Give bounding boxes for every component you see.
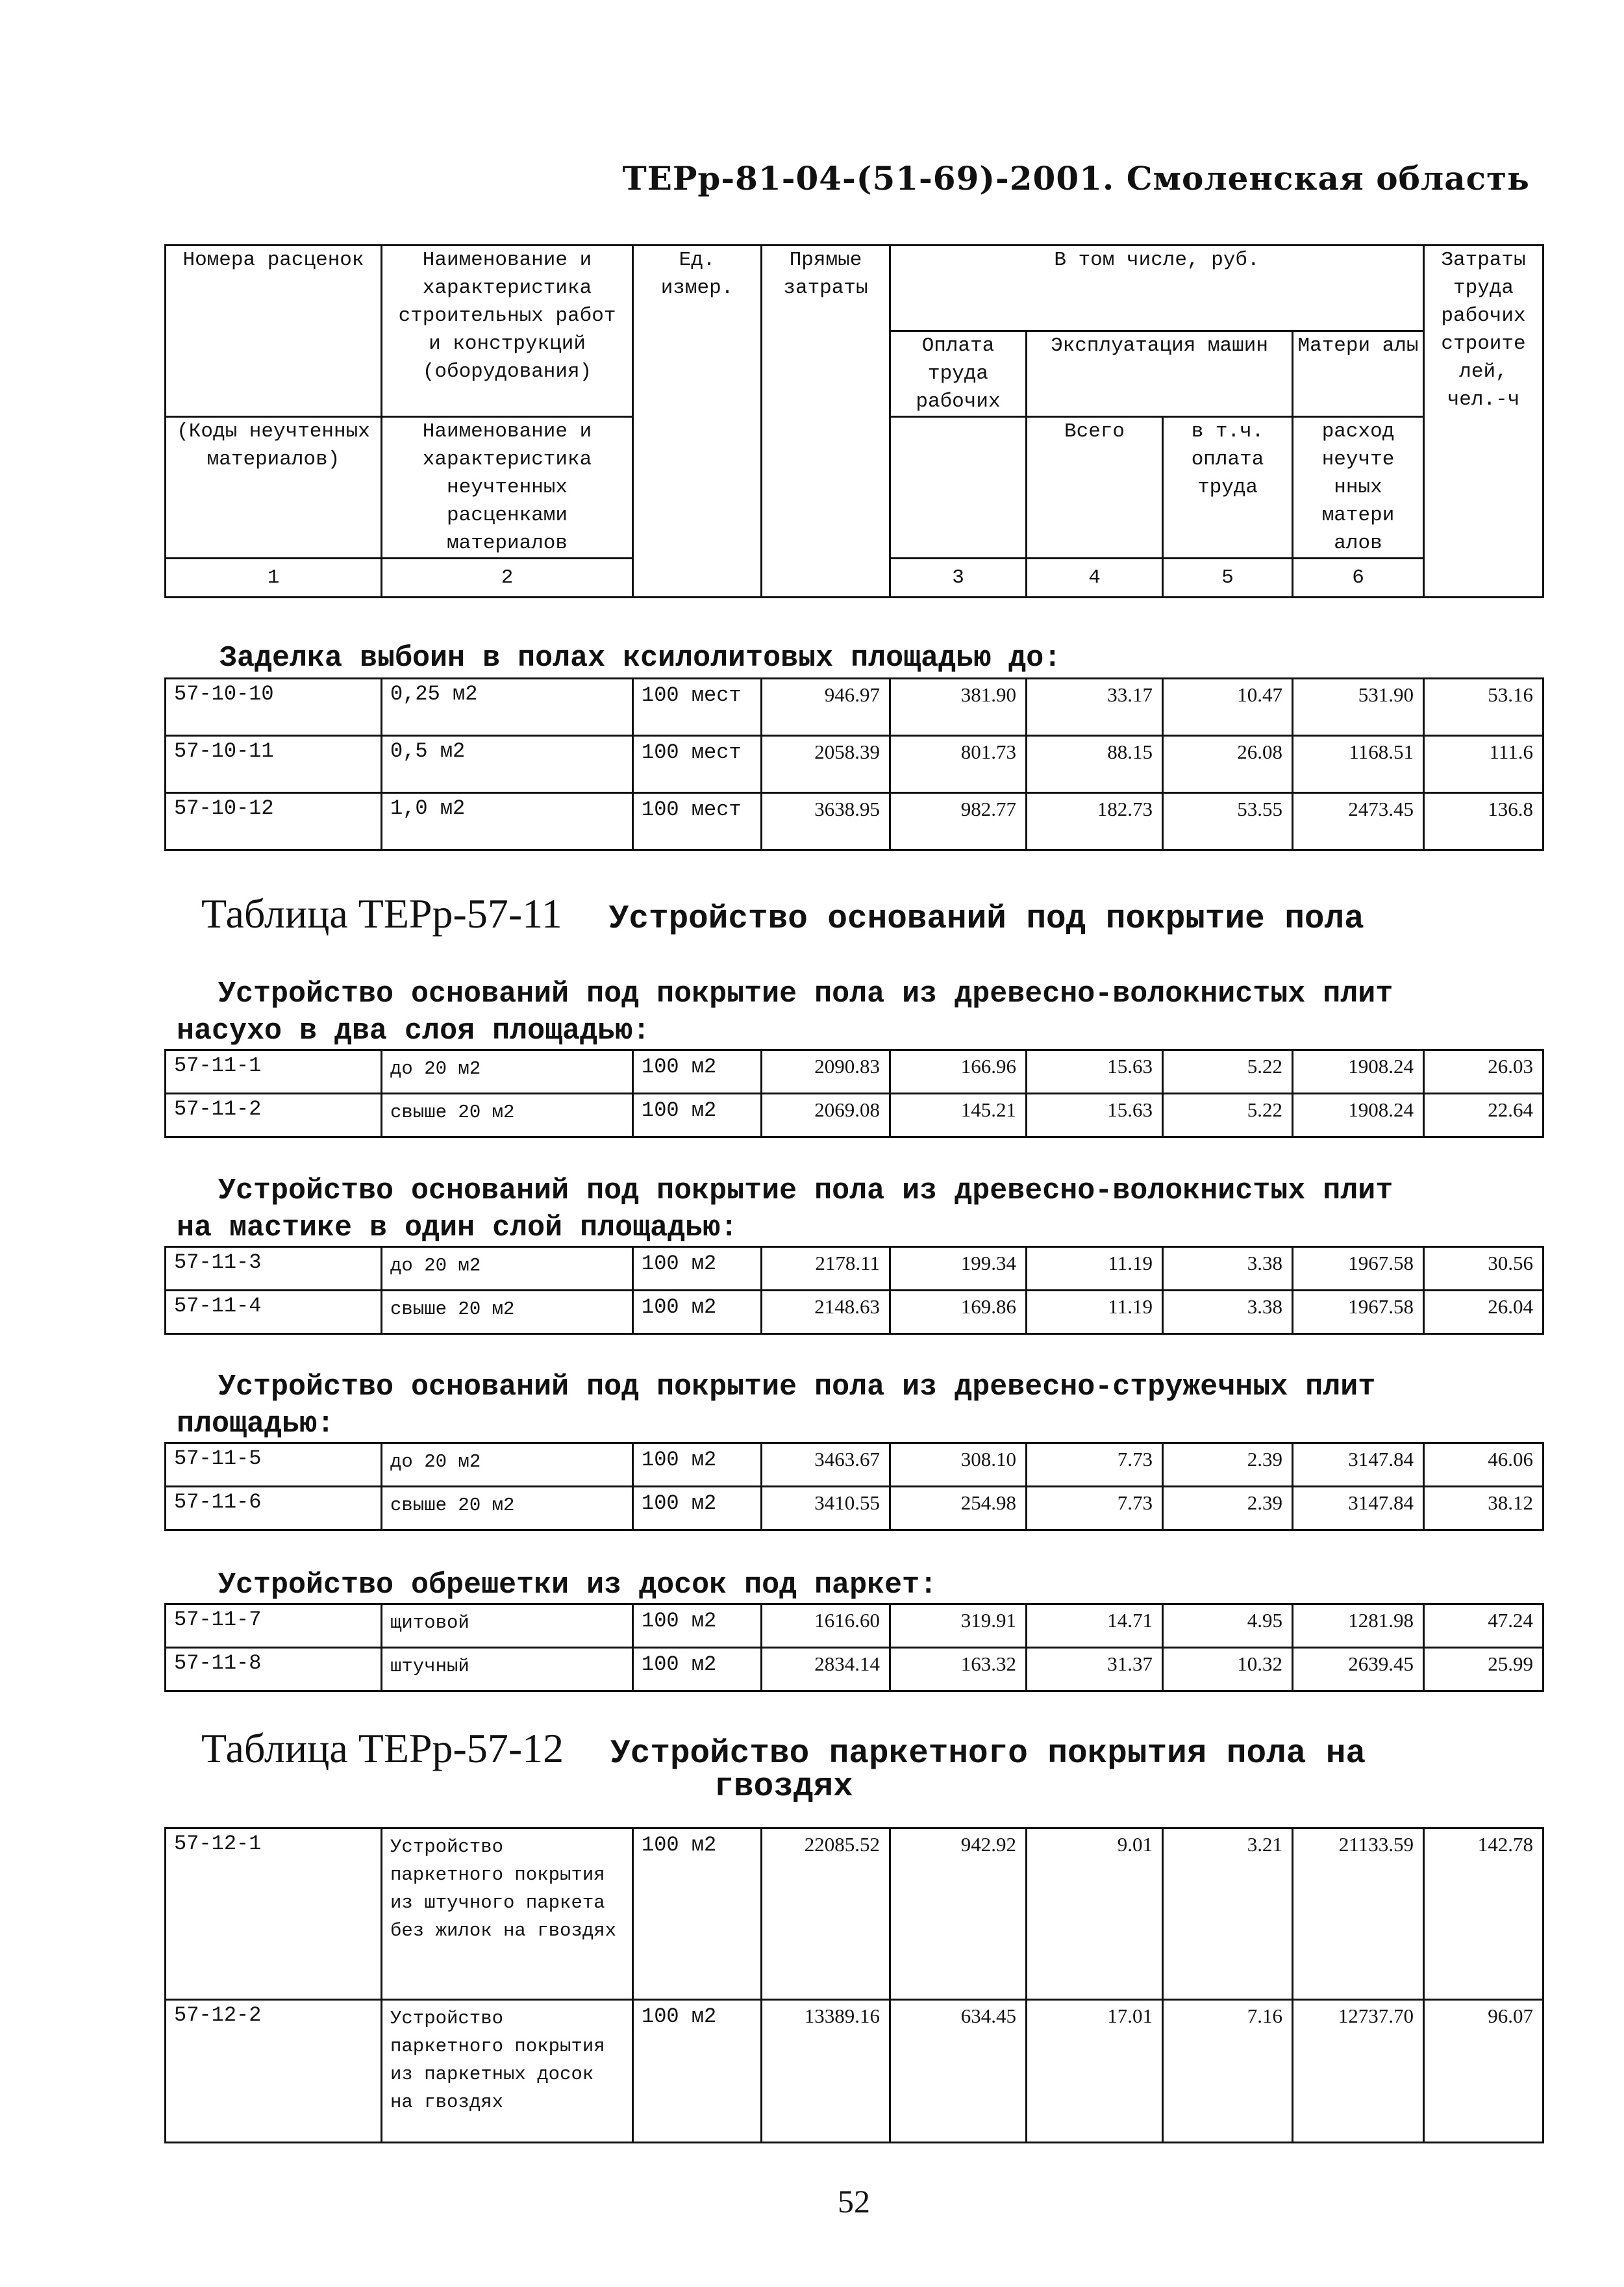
labor-pay: 169.86 [890,1291,1027,1334]
materials: 21133.59 [1293,1828,1424,2000]
table-number: Таблица ТЕРр-57-12 [201,1725,564,1771]
machines-pay: 2.39 [1163,1443,1293,1487]
table-row [166,1487,1543,1530]
labor-hours: 38.12 [1424,1487,1543,1530]
labor-hours: 26.04 [1424,1291,1543,1334]
direct-costs: 22085.52 [762,1828,890,2000]
direct-costs: 2058.39 [762,736,890,793]
labor-hours: 22.64 [1424,1094,1543,1137]
header-unit: Ед. измер. [633,246,762,598]
rate-code: 57-11-3 [166,1247,382,1291]
labor-pay: 145.21 [890,1094,1027,1137]
work-name: Устройство паркетного покрытия из паркетных досок на гвоздях [382,2000,633,2143]
header-materials-sub: расход неучте нных матери алов [1293,417,1424,559]
unit: 100 мест [633,736,762,793]
rates-table [164,677,1544,851]
table-row [166,1291,1543,1334]
work-name: свыше 20 м2 [382,1291,633,1334]
direct-costs: 2090.83 [762,1050,890,1094]
header-name-sub: Наименование и характеристика неучтенных расценками материалов [382,417,633,559]
unit: 100 м2 [633,2000,762,2143]
machines-pay: 10.47 [1163,679,1293,736]
machines-pay: 10.32 [1163,1648,1293,1691]
header-name: Наименование и характеристика строительных работ и конструкций (оборудования) [382,246,633,417]
unit: 100 м2 [633,1443,762,1487]
rate-code: 57-11-8 [166,1648,382,1691]
machines-total: 7.73 [1027,1487,1163,1530]
table-title: Устройство оснований под покрытие пола [608,901,1364,938]
table-row [166,1604,1543,1648]
labor-hours: 25.99 [1424,1648,1543,1691]
table-row [166,679,1543,736]
labor-pay: 381.90 [890,679,1027,736]
table-heading [201,890,1364,938]
labor-hours: 53.16 [1424,679,1543,736]
machines-total: 11.19 [1027,1247,1163,1291]
labor-hours: 142.78 [1424,1828,1543,2000]
rate-code: 57-11-4 [166,1291,382,1334]
unit: 100 м2 [633,1050,762,1094]
machines-total: 15.63 [1027,1094,1163,1137]
labor-pay: 308.10 [890,1443,1027,1487]
labor-hours: 30.56 [1424,1247,1543,1291]
materials: 1967.58 [1293,1291,1424,1334]
rate-code: 57-10-11 [166,736,382,793]
rate-code: 57-11-5 [166,1443,382,1487]
table-row [166,1648,1543,1691]
materials: 3147.84 [1293,1443,1424,1487]
work-name: 1,0 м2 [382,793,633,850]
labor-pay: 254.98 [890,1487,1027,1530]
unit: 100 м2 [633,1487,762,1530]
machines-total: 31.37 [1027,1648,1163,1691]
subsection-title: Устройство оснований под покрытие пола из древесно-волокнистых плит на мастике в один слой площадью: [177,1174,1393,1245]
rate-code: 57-10-10 [166,679,382,736]
direct-costs: 2148.63 [762,1291,890,1334]
machines-total: 17.01 [1027,2000,1163,2143]
machines-total: 7.73 [1027,1443,1163,1487]
direct-costs: 946.97 [762,679,890,736]
work-name: свыше 20 м2 [382,1094,633,1137]
unit: 100 м2 [633,1648,762,1691]
work-name: 0,25 м2 [382,679,633,736]
direct-costs: 13389.16 [762,2000,890,2143]
materials: 1908.24 [1293,1050,1424,1094]
labor-pay: 801.73 [890,736,1027,793]
header-machines-pay: в т.ч. оплата труда [1163,417,1293,559]
work-name: до 20 м2 [382,1247,633,1291]
direct-costs: 2069.08 [762,1094,890,1137]
rate-code: 57-11-7 [166,1604,382,1648]
machines-total: 14.71 [1027,1604,1163,1648]
work-name: штучный [382,1648,633,1691]
header-col-number: 6 [1293,559,1424,598]
header-labor-pay: Оплата труда рабочих [890,331,1027,417]
labor-pay: 982.77 [890,793,1027,850]
rate-code: 57-11-1 [166,1050,382,1094]
header-codes: Номера расценок [166,246,382,417]
materials: 1168.51 [1293,736,1424,793]
rates-table [164,1246,1544,1335]
rate-code: 57-11-2 [166,1094,382,1137]
materials: 12737.70 [1293,2000,1424,2143]
machines-total: 9.01 [1027,1828,1163,2000]
labor-pay: 942.92 [890,1828,1027,2000]
unit: 100 м2 [633,1247,762,1291]
section-title: Заделка выбоин в полах ксилолитовых площадью до: [219,642,1062,675]
materials: 531.90 [1293,679,1424,736]
labor-hours: 136.8 [1424,793,1543,850]
machines-pay: 3.21 [1163,1828,1293,2000]
direct-costs: 3410.55 [762,1487,890,1530]
materials: 1908.24 [1293,1094,1424,1137]
unit: 100 м2 [633,1094,762,1137]
unit: 100 м2 [633,1828,762,2000]
labor-pay: 199.34 [890,1247,1027,1291]
table-number: Таблица ТЕРр-57-11 [201,891,562,937]
labor-pay: 634.45 [890,2000,1027,2143]
work-name: до 20 м2 [382,1443,633,1487]
machines-pay: 3.38 [1163,1247,1293,1291]
labor-hours: 26.03 [1424,1050,1543,1094]
materials: 2639.45 [1293,1648,1424,1691]
page-number: 52 [838,2183,870,2219]
rates-table [164,1603,1544,1692]
materials: 1967.58 [1293,1247,1424,1291]
direct-costs: 3463.67 [762,1443,890,1487]
table-title-continuation: гвоздях [714,1769,853,1806]
header-col-number: 5 [1163,559,1293,598]
header-col-number: 4 [1027,559,1163,598]
machines-pay: 2.39 [1163,1487,1293,1530]
direct-costs: 3638.95 [762,793,890,850]
unit: 100 мест [633,793,762,850]
machines-pay: 5.22 [1163,1094,1293,1137]
subsection-title: Устройство обрешетки из досок под паркет: [218,1569,938,1602]
materials: 1281.98 [1293,1604,1424,1648]
labor-pay: 163.32 [890,1648,1027,1691]
rate-code: 57-11-6 [166,1487,382,1530]
materials: 3147.84 [1293,1487,1424,1530]
page-header: ТЕРр-81-04-(51-69)-2001. Смоленская область [622,159,1530,197]
machines-pay: 26.08 [1163,736,1293,793]
header-labor: Затраты труда рабочих строите лей, чел.-ч [1424,246,1543,598]
unit: 100 м2 [633,1604,762,1648]
machines-pay: 4.95 [1163,1604,1293,1648]
machines-total: 182.73 [1027,793,1163,850]
table-row [166,1094,1543,1137]
direct-costs: 2178.11 [762,1247,890,1291]
header-machines-total: Всего [1027,417,1163,559]
machines-total: 88.15 [1027,736,1163,793]
unit: 100 м2 [633,1291,762,1334]
header-machines: Эксплуатация машин [1027,331,1293,417]
unit: 100 мест [633,679,762,736]
subsection-title: Устройство оснований под покрытие пола из древесно-волокнистых плит насухо в два слоя площадью: [177,978,1393,1048]
table-row [166,793,1543,850]
column-header-table [164,244,1544,598]
work-name: свыше 20 м2 [382,1487,633,1530]
materials: 2473.45 [1293,793,1424,850]
header-codes-sub: (Коды неучтенных материалов) [166,417,382,559]
header-direct: Прямые затраты [762,246,890,598]
header-materials: Матери алы [1293,331,1424,417]
machines-total: 15.63 [1027,1050,1163,1094]
header-col-number: 2 [382,559,633,598]
work-name: до 20 м2 [382,1050,633,1094]
machines-pay: 7.16 [1163,2000,1293,2143]
labor-hours: 47.24 [1424,1604,1543,1648]
work-name: щитовой [382,1604,633,1648]
rate-code: 57-10-12 [166,793,382,850]
work-name: 0,5 м2 [382,736,633,793]
table-row [166,1828,1543,2000]
subsection-title: Устройство оснований под покрытие пола из древесно-стружечных плит площадью: [177,1371,1376,1441]
labor-hours: 96.07 [1424,2000,1543,2143]
machines-total: 33.17 [1027,679,1163,736]
rate-code: 57-12-1 [166,1828,382,2000]
rates-table [164,1442,1544,1531]
rates-table [164,1827,1544,2143]
table-row [166,2000,1543,2143]
table-row [166,736,1543,793]
table-heading [201,1725,1366,1806]
table-row [166,1050,1543,1094]
labor-pay: 166.96 [890,1050,1027,1094]
header-col-number: 3 [890,559,1027,598]
header-col-number: 1 [166,559,382,598]
work-name: Устройство паркетного покрытия из штучного паркета без жилок на гвоздях [382,1828,633,2000]
header-incl: В том числе, руб. [890,246,1424,331]
machines-total: 11.19 [1027,1291,1163,1334]
labor-pay: 319.91 [890,1604,1027,1648]
machines-pay: 5.22 [1163,1050,1293,1094]
labor-hours: 46.06 [1424,1443,1543,1487]
labor-hours: 111.6 [1424,736,1543,793]
table-row [166,1443,1543,1487]
table-title: Устройство паркетного покрытия пола на [610,1736,1366,1773]
table-row [166,1247,1543,1291]
machines-pay: 3.38 [1163,1291,1293,1334]
direct-costs: 2834.14 [762,1648,890,1691]
direct-costs: 1616.60 [762,1604,890,1648]
machines-pay: 53.55 [1163,793,1293,850]
rate-code: 57-12-2 [166,2000,382,2143]
rates-table [164,1049,1544,1138]
